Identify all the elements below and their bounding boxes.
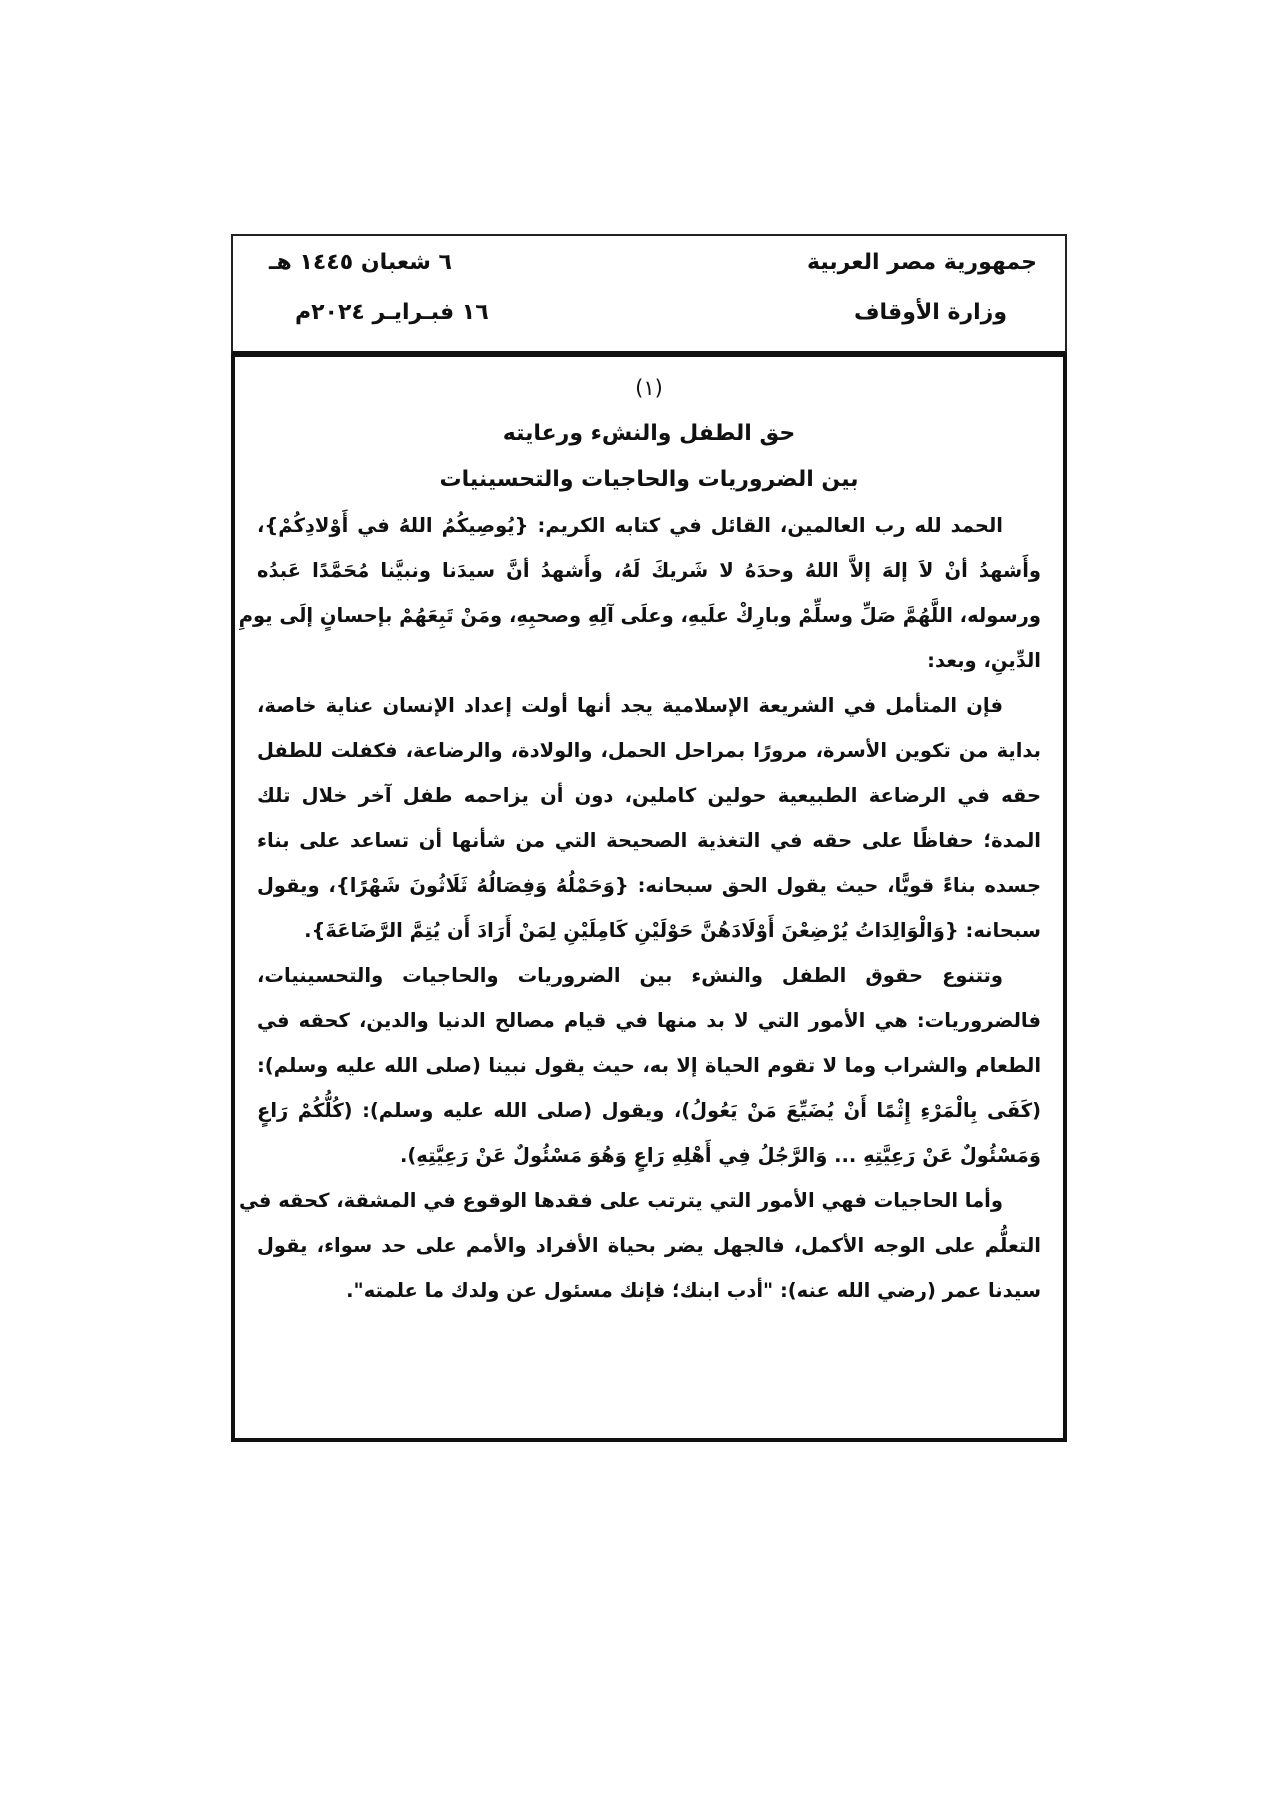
document-number: (١) (635, 376, 663, 400)
paragraph (238, 1178, 1041, 1313)
paragraph (257, 953, 1041, 1178)
document-body (231, 354, 1067, 1442)
text-line: سبحانه: {وَالْوَالِدَاتُ يُرْضِعْنَ أَوْلَادَهُنَّ حَوْلَيْنِ كَامِلَيْنِ لِمَنْ أَرَادَ أَن يُتِمَّ الرَّضَاعَةَ}. (304, 919, 1041, 942)
text-line: التعلُّم على الوجه الأكمل، فالجهل يضر بحياة الأفراد والأمم على حد سواء، يقول (257, 1234, 1041, 1257)
text-line: حقه في الرضاعة الطبيعية حولين كاملين، دون أن يزاحمه طفل آخر خلال تلك (257, 784, 1041, 807)
text-line: فالضروريات: هي الأمور التي لا بد منها في قيام مصالح الدنيا والدين، كحقه في (257, 1009, 1041, 1032)
paragraph (238, 503, 1041, 683)
text-line: وَمَسْئُولٌ عَنْ رَعِيَّتِهِ ... وَالرَّجُلُ فِي أَهْلِهِ رَاعٍ وَهُوَ مَسْئُولٌ عَنْ رَعِيَّتِهِ). (399, 1144, 1041, 1167)
text-line: وتتنوع حقوق الطفل والنشء بين الضروريات والحاجيات والتحسينيات، (257, 964, 1003, 987)
ministry-name: وزارة الأوقاف (853, 300, 1007, 325)
document-frame (231, 234, 1067, 1442)
text-line: الحمد لله رب العالمين، القائل في كتابه الكريم: {يُوصِيكُمُ اللهُ في أَوْلادِكُمْ}، (257, 514, 1003, 537)
text-line: المدة؛ حفاظًا على حقه في التغذية الصحيحة التي من شأنها أن تساعد على بناء (257, 829, 1041, 852)
paragraph (257, 683, 1041, 953)
text-line: وأَشهدُ أنْ لاَ إلهَ إلاَّ اللهُ وحدَهُ لا شَريكَ لَهُ، وأَشهدُ أنَّ سيدَنا ونبيَّنا مُحَمَّدًا عَبدُه (257, 559, 1041, 582)
text-line: سيدنا عمر (رضي الله عنه): "أدب ابنك؛ فإنك مسئول عن ولدك ما علمته". (346, 1279, 1041, 1302)
document-title: حق الطفل والنشء ورعايته (502, 421, 796, 446)
document-subtitle: بين الضروريات والحاجيات والتحسينيات (439, 467, 859, 492)
text-line: (كَفَى بِالْمَرْءِ إِثْمًا أَنْ يُضَيِّعَ مَنْ يَعُولُ)، ويقول (صلى الله عليه وسلم): (كُلُّكُمْ رَاعٍ (257, 1099, 1041, 1122)
hijri-date: ٦ شعبان ١٤٤٥ هـ (269, 250, 452, 275)
text-line: بداية من تكوين الأسرة، مرورًا بمراحل الحمل، والولادة، والرضاعة، فكفلت للطفل (257, 739, 1041, 762)
document-header (231, 234, 1067, 354)
text-line: جسده بناءً قويًّا، حيث يقول الحق سبحانه: {وَحَمْلُهُ وَفِصَالُهُ ثَلَاثُونَ شَهْرًا}، ويقول (257, 874, 1041, 897)
text-line: ورسوله، اللَّهُمَّ صَلِّ وسلِّمْ وبارِكْ علَيهِ، وعلَى آلِهِ وصحبِهِ، ومَنْ تَبِعَهُمْ بإحسانٍ إلَى يومِ (238, 604, 1041, 627)
text-line: وأما الحاجيات فهي الأمور التي يترتب على فقدها الوقوع في المشقة، كحقه في (238, 1189, 1003, 1212)
text-line: الطعام والشراب وما لا تقوم الحياة إلا به، حيث يقول نبينا (صلى الله عليه وسلم): (257, 1054, 1041, 1077)
text-line: فإن المتأمل في الشريعة الإسلامية يجد أنها أولت إعداد الإنسان عناية خاصة، (257, 694, 1003, 717)
gregorian-date: ١٦ فبـرايـر ٢٠٢٤م (295, 300, 489, 325)
country-name: جمهورية مصر العربية (807, 250, 1037, 275)
text-line: الدِّينِ، وبعد: (927, 649, 1041, 672)
